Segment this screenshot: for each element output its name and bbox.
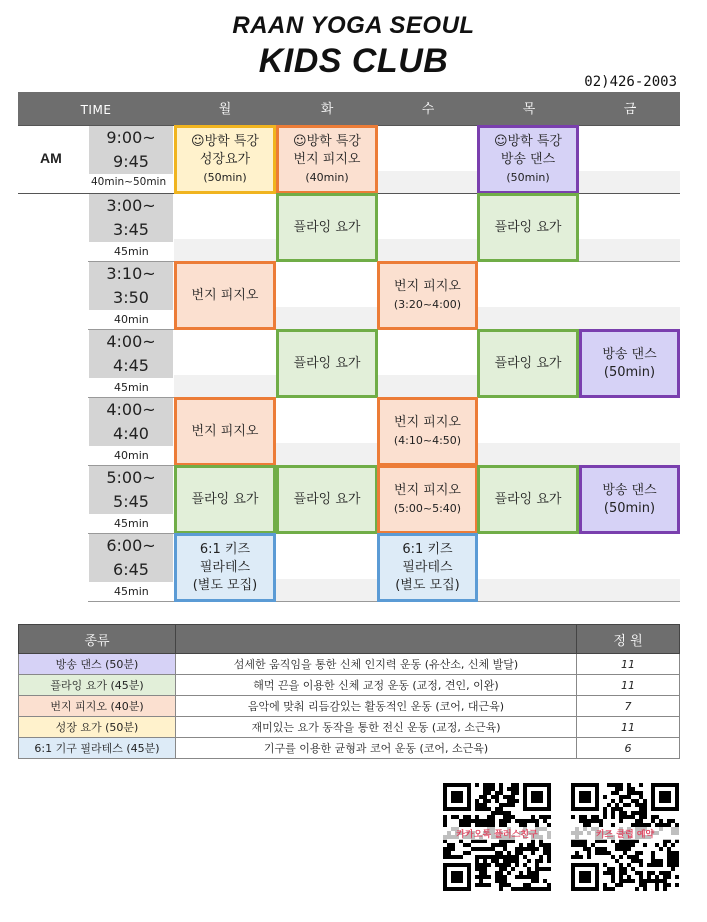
time-start: 4:00~ bbox=[106, 400, 156, 419]
title-line-2: KIDS CLUB bbox=[258, 42, 449, 80]
class-line: ☺방학 특강 bbox=[191, 133, 259, 149]
qr-caption: 카카오톡 플러스친구 bbox=[443, 827, 551, 840]
class-block-flying-yoga bbox=[477, 193, 579, 262]
duration-label: 45min bbox=[114, 245, 149, 258]
class-block-bungee-physio bbox=[377, 465, 478, 534]
table-row bbox=[19, 717, 680, 738]
legend-class-description: 음악에 맞춰 리듬감있는 활동적인 운동 (코어, 대근육) bbox=[176, 696, 577, 717]
time-end: 3:50 bbox=[113, 288, 149, 307]
class-line: 번지 피지오 bbox=[394, 278, 461, 294]
class-duration: (50min) bbox=[203, 170, 247, 184]
time-end: 4:40 bbox=[113, 424, 149, 443]
class-block-broadcast-dance bbox=[579, 465, 680, 534]
class-line: 번지 피지오 bbox=[191, 287, 259, 303]
time-end: 3:45 bbox=[113, 220, 149, 239]
day-header-thu: 목 bbox=[522, 102, 536, 117]
legend-class-description: 기구를 이용한 균형과 코어 운동 (코어, 소근육) bbox=[176, 738, 577, 759]
class-note: (별도 모집) bbox=[395, 577, 460, 593]
class-block-flying-yoga bbox=[276, 465, 378, 534]
duration-label: 40min bbox=[114, 313, 149, 326]
class-line: 플라잉 요가 bbox=[293, 491, 361, 507]
day-header-tue: 화 bbox=[320, 102, 334, 117]
time-start: 5:00~ bbox=[106, 468, 156, 487]
time-start: 9:00~ bbox=[106, 128, 156, 147]
duration-label: 40min bbox=[114, 449, 149, 462]
class-block-flying-yoga bbox=[477, 465, 579, 534]
schedule-header bbox=[18, 92, 680, 125]
class-line: ☺방학 특강 bbox=[293, 133, 361, 149]
duration-label: 45min bbox=[114, 517, 149, 530]
duration-label: 40min~50min bbox=[91, 176, 167, 188]
time-end: 4:45 bbox=[113, 356, 149, 375]
class-line: 플라잉 요가 bbox=[293, 355, 361, 371]
day-header-fri: 금 bbox=[623, 102, 637, 117]
day-header-wed: 수 bbox=[421, 102, 435, 117]
legend-class-description: 재미있는 요가 동작을 통한 전신 운동 (교정, 소근육) bbox=[176, 717, 577, 738]
legend-class-name: 플라잉 요가 (45분) bbox=[19, 675, 176, 696]
duration-strip bbox=[174, 239, 680, 261]
time-cell bbox=[89, 126, 173, 174]
time-start: 6:00~ bbox=[106, 536, 156, 555]
time-start: 4:00~ bbox=[106, 332, 156, 351]
legend-class-capacity: 11 bbox=[577, 654, 680, 675]
class-block-flying-yoga bbox=[477, 329, 579, 398]
class-block-bungee-physio bbox=[174, 397, 276, 466]
class-duration: (50min) bbox=[603, 364, 656, 380]
class-line: 성장요가 bbox=[199, 151, 251, 167]
duration-label: 45min bbox=[114, 381, 149, 394]
class-line: 방송 댄스 bbox=[500, 151, 556, 167]
class-line: 번지 피지오 bbox=[293, 151, 361, 167]
class-line: 플라잉 요가 bbox=[293, 219, 361, 235]
time-cell bbox=[89, 194, 173, 242]
qr-code-kakao[interactable] bbox=[443, 783, 551, 891]
time-start: 3:10~ bbox=[106, 264, 156, 283]
table-row bbox=[19, 675, 680, 696]
table-row bbox=[19, 696, 680, 717]
time-end: 9:45 bbox=[113, 152, 149, 171]
class-line: 6:1 키즈 bbox=[199, 541, 251, 557]
qr-caption: 키즈 클럽 예약 bbox=[571, 827, 679, 840]
legend-class-description: 해먹 끈을 이용한 신체 교정 운동 (교정, 견인, 이완) bbox=[176, 675, 577, 696]
class-block-flying-yoga bbox=[174, 465, 276, 534]
legend-class-capacity: 6 bbox=[577, 738, 680, 759]
class-line: 방송 댄스 bbox=[602, 346, 657, 362]
class-line: 플라잉 요가 bbox=[494, 491, 562, 507]
class-line: 플라잉 요가 bbox=[494, 355, 562, 371]
legend-class-name: 6:1 기구 필라테스 (45분) bbox=[19, 738, 176, 759]
am-label: AM bbox=[40, 150, 62, 166]
time-cell bbox=[89, 534, 173, 582]
class-line: 플라잉 요가 bbox=[191, 491, 259, 507]
class-line: 필라테스 bbox=[199, 559, 251, 575]
class-note: (별도 모집) bbox=[192, 577, 258, 593]
class-time: (5:00~5:40) bbox=[393, 501, 462, 515]
class-block-kids-pilates bbox=[377, 533, 478, 602]
class-time: (3:20~4:00) bbox=[393, 297, 462, 311]
duration-label: 45min bbox=[114, 585, 149, 598]
class-block-bungee-physio bbox=[377, 261, 478, 330]
class-duration: (50min) bbox=[506, 170, 550, 184]
class-line: 플라잉 요가 bbox=[494, 219, 562, 235]
legend-class-name: 방송 댄스 (50분) bbox=[19, 654, 176, 675]
qr-code-reservation[interactable] bbox=[571, 783, 679, 891]
time-cell bbox=[89, 330, 173, 378]
legend-class-name: 성장 요가 (50분) bbox=[19, 717, 176, 738]
class-legend-table bbox=[18, 624, 680, 759]
legend-class-capacity: 11 bbox=[577, 675, 680, 696]
legend-class-description: 섬세한 움직임을 통한 신체 인지력 운동 (유산소, 신체 발달) bbox=[176, 654, 577, 675]
class-duration: (50min) bbox=[603, 500, 656, 516]
class-block-broadcast-dance bbox=[579, 329, 680, 398]
class-block-bungee-physio bbox=[174, 261, 276, 330]
legend-class-name: 번지 피지오 (40분) bbox=[19, 696, 176, 717]
class-block-bungee-physio bbox=[276, 125, 378, 194]
time-cell bbox=[89, 466, 173, 514]
class-duration: (40min) bbox=[305, 170, 349, 184]
class-block-bungee-physio bbox=[377, 397, 478, 466]
class-block-flying-yoga bbox=[276, 193, 378, 262]
class-block-broadcast-dance bbox=[477, 125, 579, 194]
class-time: (4:10~4:50) bbox=[393, 433, 462, 447]
time-end: 5:45 bbox=[113, 492, 149, 511]
class-line: 번지 피지오 bbox=[394, 414, 461, 430]
class-line: 6:1 키즈 bbox=[402, 541, 453, 557]
day-header-mon: 월 bbox=[218, 102, 232, 117]
legend-header-description bbox=[176, 625, 577, 654]
table-row bbox=[19, 654, 680, 675]
legend-header-type: 종류 bbox=[19, 625, 176, 654]
time-cell bbox=[89, 398, 173, 446]
time-start: 3:00~ bbox=[106, 196, 156, 215]
class-line: 번지 피지오 bbox=[191, 423, 259, 439]
class-line: 필라테스 bbox=[402, 559, 453, 575]
legend-header-capacity: 정 원 bbox=[577, 625, 680, 654]
class-line: 방송 댄스 bbox=[602, 482, 657, 498]
class-line: 번지 피지오 bbox=[394, 482, 461, 498]
time-end: 6:45 bbox=[113, 560, 149, 579]
legend-class-capacity: 11 bbox=[577, 717, 680, 738]
phone-number: 02)426-2003 bbox=[584, 74, 677, 90]
table-row bbox=[19, 738, 680, 759]
time-cell bbox=[89, 262, 173, 310]
class-line: ☺방학 특강 bbox=[494, 133, 562, 149]
class-block-flying-yoga bbox=[276, 329, 378, 398]
time-header: TIME bbox=[80, 103, 112, 117]
legend-header-row bbox=[19, 625, 680, 654]
class-block-kids-pilates bbox=[174, 533, 276, 602]
legend-class-capacity: 7 bbox=[577, 696, 680, 717]
class-block-growth-yoga bbox=[174, 125, 276, 194]
title-line-1: RAAN YOGA SEOUL bbox=[232, 12, 475, 39]
